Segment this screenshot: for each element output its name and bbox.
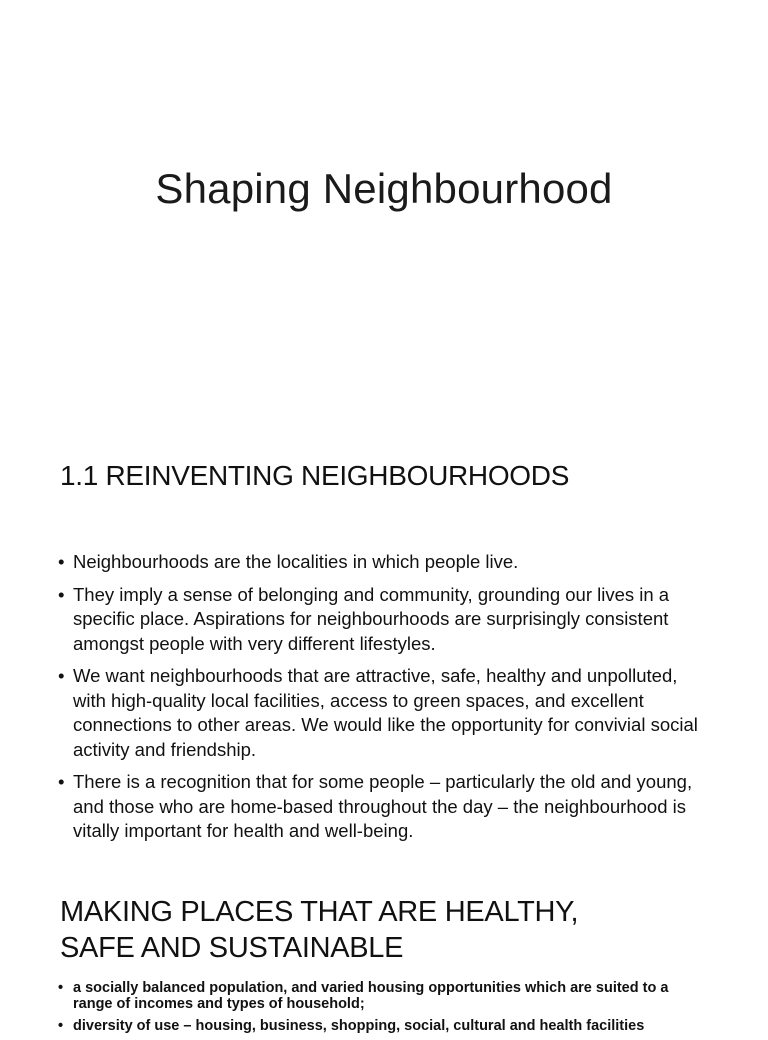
slide-reinventing-neighbourhoods (0, 432, 768, 864)
slide-heading: MAKING PLACES THAT ARE HEALTHY, SAFE AND SUSTAINABLE (60, 896, 579, 964)
bullet-icon: • (58, 980, 64, 996)
slide-making-places (0, 864, 768, 1034)
bullet-text: a socially balanced population, and varied housing opportunities which are suited to a range of incomes and types of household; (73, 980, 669, 1012)
bullet-icon: • (58, 551, 65, 572)
bullet-list (58, 550, 708, 852)
bullet-item (58, 980, 708, 1012)
bullet-item (58, 770, 708, 844)
bullet-text: They imply a sense of belonging and community, grounding our lives in a specific place. Aspirations for neighbourhoods are surprisingly consistent amongst people with very different lifestyles. (73, 583, 670, 654)
bullet-text: Neighbourhoods are the localities in which people live. (73, 551, 519, 572)
slide-title (0, 0, 768, 432)
bullet-icon: • (58, 1018, 64, 1034)
bullet-text: We want neighbourhoods that are attractive, safe, healthy and unpolluted, with high-quality local facilities, access to green spaces, and excellent connections to other areas. We would like the opportunity for convivial social activity and friendship. (73, 665, 698, 760)
slide-heading: 1.1 REINVENTING NEIGHBOURHOODS (60, 460, 570, 491)
bullet-icon: • (58, 583, 65, 605)
bullet-item (58, 664, 708, 762)
bullet-item (58, 1018, 708, 1034)
bullet-icon: • (58, 665, 65, 686)
bullet-icon: • (58, 771, 65, 792)
bullet-text: diversity of use – housing, business, shopping, social, cultural and health facilities (73, 1018, 645, 1034)
bullet-list (58, 980, 708, 1040)
bullet-item (58, 550, 708, 575)
bullet-item (58, 583, 708, 657)
presentation-title: Shaping Neighbourhood (155, 165, 613, 212)
bullet-text: There is a recognition that for some people – particularly the old and young, and those who are home-based throughout the day – the neighbourhood is vitally important for health and well-being. (73, 771, 693, 841)
